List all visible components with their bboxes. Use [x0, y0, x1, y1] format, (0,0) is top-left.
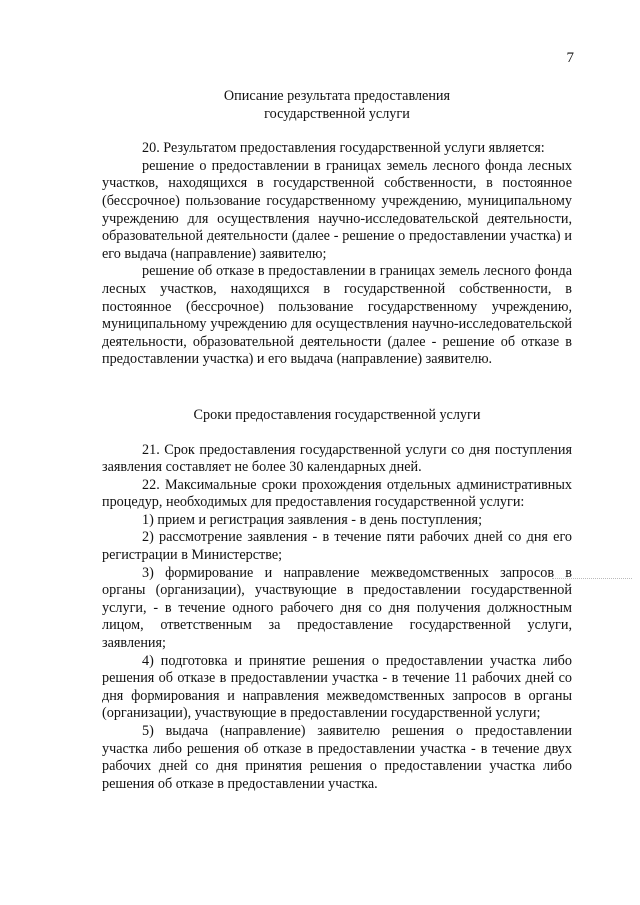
paragraph-20-decision-refusal: решение об отказе в предоставлении в границах земель лесного фонда лесных участков, находящихся в государственной собственности, в постоянное (бессрочное) пользование государственному учреждению, муниципальному учреждению для осуществления научно-исследовательской деятельности, образовательной деятельности (далее - решение об отказе в предоставлении участка) и его выдача (направление) заявителю. — [102, 263, 572, 368]
page-number: 7 — [566, 50, 574, 66]
paragraph-21: 21. Срок предоставления государственной услуги со дня поступления заявления составляет не более 30 календарных дней. — [102, 441, 572, 476]
paragraph-20-decision-grant: решение о предоставлении в границах земель лесного фонда лесных участков, находящихся в государственной собственности, в постоянное (бессрочное) пользование государственному учреждению, муниципальному учреждению для осуществления научно-исследовательской деятельности, образовательной деятельности (далее - решение о предоставлении участка) и его выдача (направление) заявителю; — [102, 157, 572, 262]
section-heading-terms: Сроки предоставления государственной услуги — [193, 406, 481, 423]
paragraph-22: 22. Максимальные сроки прохождения отдельных административных процедур, необходимых для предоставления государственной услуги: — [102, 476, 572, 511]
list-item-1: 1) прием и регистрация заявления - в день поступления; — [142, 511, 483, 528]
list-item-3: 3) формирование и направление межведомственных запросов в органы (организации), участвующие в предоставлении государственной услуги, - в течение одного рабочего дня со дня получения должностным лицом, ответственным за предоставление государственной услуги, заявления; — [102, 564, 572, 652]
list-item-2: 2) рассмотрение заявления - в течение пяти рабочих дней со дня его регистрации в Министерстве; — [102, 529, 572, 564]
paragraph-20: 20. Результатом предоставления государственной услуги является: — [142, 140, 545, 157]
section-heading-line-2: государственной услуги — [264, 105, 410, 122]
section-heading-line-1: Описание результата предоставления — [223, 88, 451, 104]
document-body — [102, 88, 572, 793]
list-item-5: 5) выдача (направление) заявителю решения о предоставлении участка либо решения об отказе в предоставлении участка - в течение двух рабочих дней со дня принятия решения о предоставлении участка либо решения об отказе в предоставлении участка. — [102, 723, 572, 792]
list-item-4: 4) подготовка и принятие решения о предоставлении участка либо решения об отказе в предоставлении участка - в течение 11 рабочих дней со дня формирования и направления межведомственных запросов в органы (организации), участвующие в предоставлении государственной услуги; — [102, 652, 572, 722]
section-heading-result — [102, 88, 572, 123]
